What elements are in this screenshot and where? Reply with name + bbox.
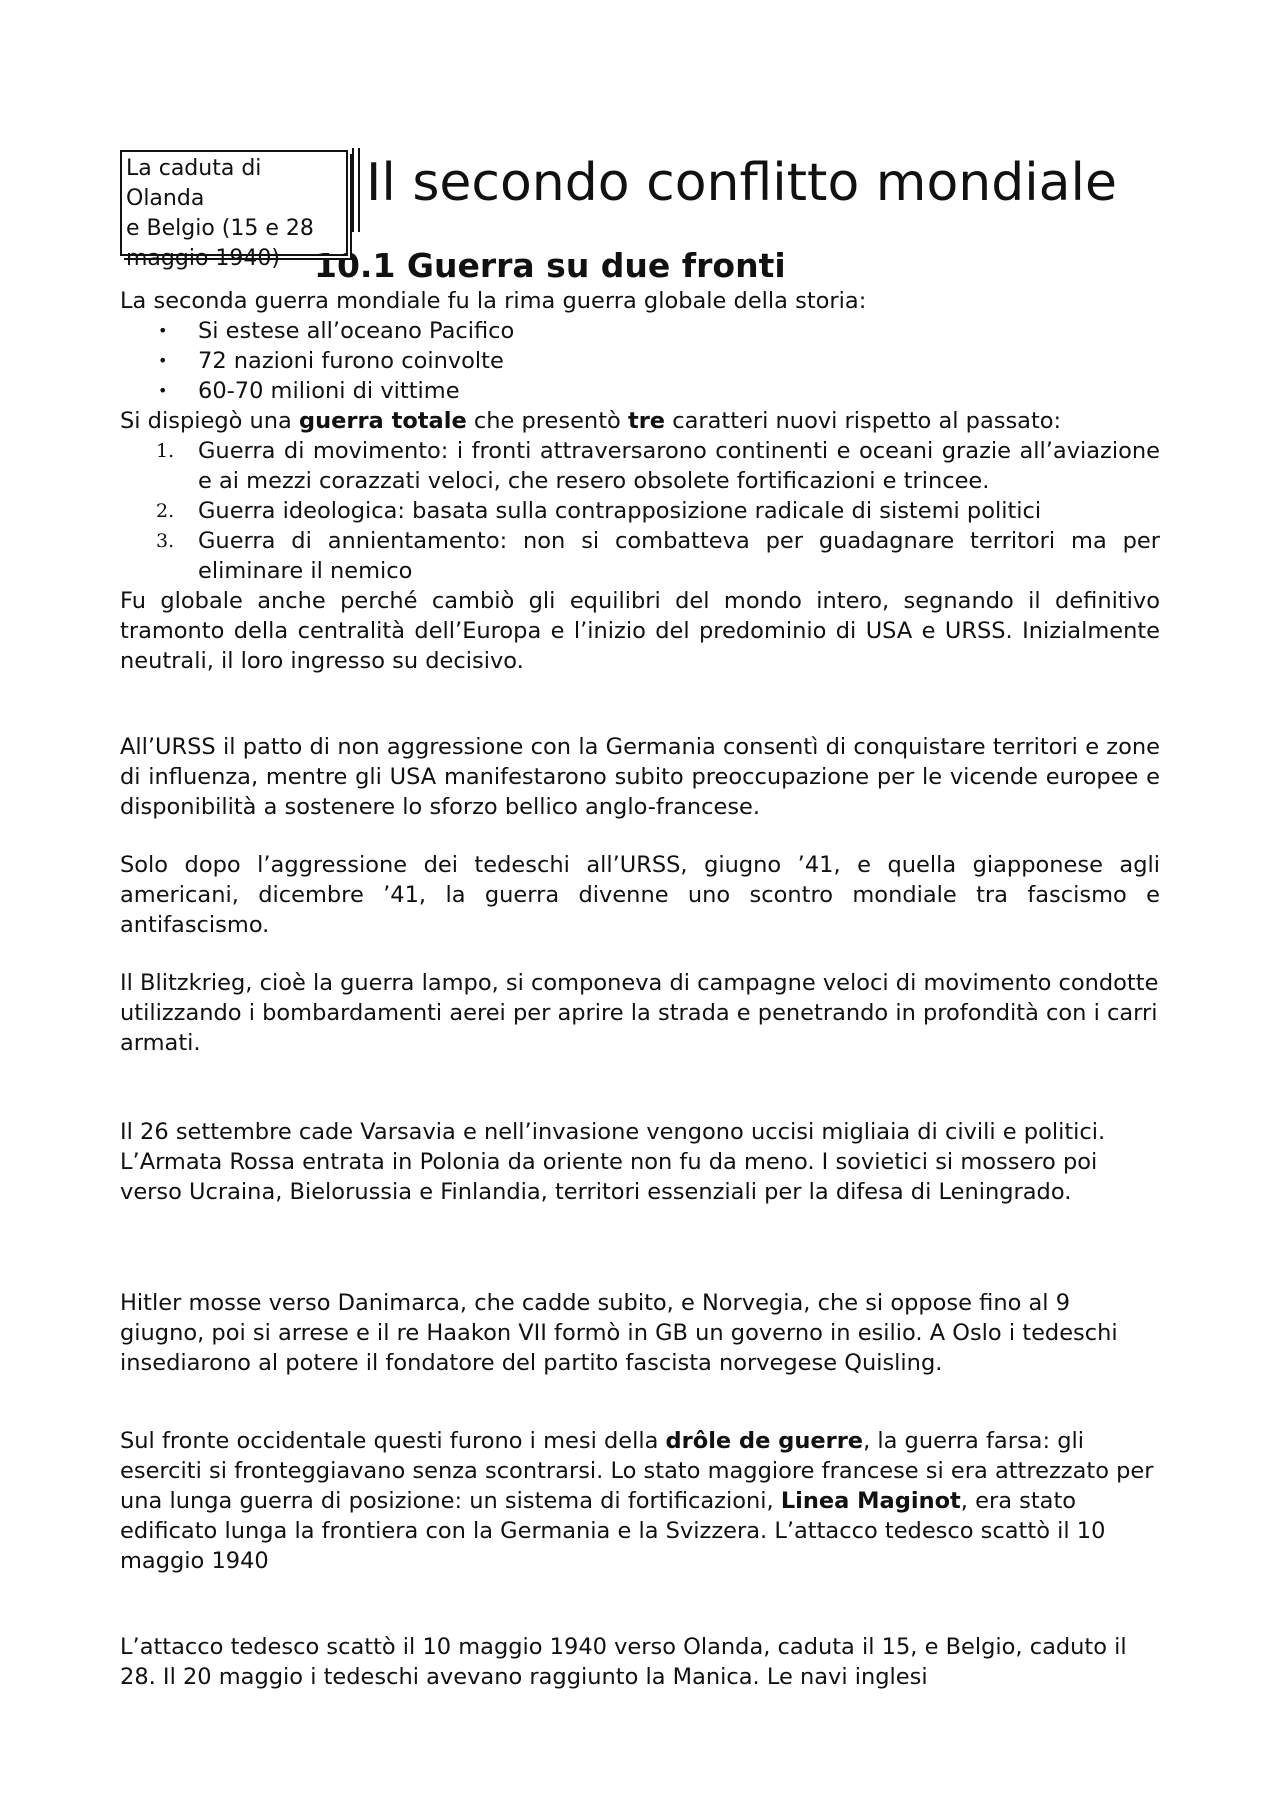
- list-item: • Si estese all’oceano Pacifico: [120, 316, 1160, 346]
- list-item: [120, 496, 1160, 526]
- list-number: 3.: [156, 530, 175, 552]
- text-run: , era stato edificato lunga la frontiera con la Germania e la Svizzera. L’attacco tedesco scattò il 10 maggio 1940: [120, 1488, 1106, 1574]
- list-item: [120, 436, 1160, 496]
- intro-paragraph: La seconda guerra mondiale fu la rima guerra globale della storia:: [120, 288, 867, 314]
- bullet-list: [120, 316, 1160, 406]
- globale-paragraph: Fu globale anche perché cambiò gli equilibri del mondo intero, segnando il definitivo tramonto della centralità dell’Europa e l’inizio del predominio di USA e URSS. Inizialmente neutrali, il loro ingresso su decisivo.: [120, 588, 1160, 674]
- text-run: Si dispiegò una: [120, 408, 299, 434]
- text-run: che presentò: [466, 408, 628, 434]
- bold-term: drôle de guerre: [665, 1428, 864, 1454]
- text-run: caratteri nuovi rispetto al passato:: [665, 408, 1062, 434]
- list-item-text: Guerra di movimento: i fronti attraversarono continenti e oceani grazie all’aviazione e ai mezzi corazzati veloci, che resero obsolete fortificazioni e trincee.: [198, 438, 1160, 494]
- bold-term: Linea Maginot: [780, 1488, 961, 1514]
- drole-paragraph: [120, 1426, 1160, 1576]
- bold-term: guerra totale: [298, 408, 467, 434]
- numbered-list: [120, 436, 1160, 586]
- page-title: Il secondo conflitto mondiale: [366, 153, 1117, 213]
- list-item: • 72 nazioni furono coinvolte: [120, 346, 1160, 376]
- text-run: , la guerra farsa: gli eserciti si fronteggiavano senza scontrarsi. Lo stato maggiore francese si era attrezzato per una lunga guerra di posizione: un sistema di fortificazioni,: [120, 1428, 1154, 1514]
- list-item: • 60-70 milioni di vittime: [120, 376, 1160, 406]
- block-intro: [120, 286, 1160, 676]
- hitler-paragraph: Hitler mosse verso Danimarca, che cadde subito, e Norvegia, che si oppose fino al 9 giugno, poi si arrese e il re Haakon VII formò in GB un governo in esilio. A Oslo i tedeschi insediarono al potere il fondatore del partito fascista norvegese Quisling.: [120, 1290, 1118, 1376]
- varsavia-paragraph: Il 26 settembre cade Varsavia e nell’invasione vengono uccisi migliaia di civili e politici. L’Armata Rossa entrata in Polonia da oriente non fu da meno. I sovietici si mossero poi verso Ucraina, Bielorussia e Finlandia, territori essenziali per la difesa di Leningrado.: [120, 1119, 1106, 1205]
- sidebar-text-box: [120, 150, 348, 271]
- section-heading: 10.1 Guerra su due fronti: [314, 246, 786, 285]
- sidebox-line: maggio 1940): [126, 246, 280, 271]
- blitzkrieg-paragraph: Il Blitzkrieg, cioè la guerra lampo, si componeva di campagne veloci di movimento condotte utilizzando i bombardamenti aerei per aprire la strada e penetrando in profondità con i carri armati.: [120, 970, 1159, 1056]
- list-number: 1.: [156, 440, 175, 462]
- title-divider: [352, 148, 360, 232]
- list-number: 2.: [156, 500, 175, 522]
- aggressione-paragraph: Solo dopo l’aggressione dei tedeschi all’URSS, giugno ’41, e quella giapponese agli americani, dicembre ’41, la guerra divenne uno scontro mondiale tra fascismo e antifascismo.: [120, 852, 1160, 938]
- totale-paragraph: [120, 406, 1160, 436]
- sidebox-line: Olanda: [126, 186, 205, 211]
- bold-term: tre: [627, 408, 666, 434]
- urss-paragraph: All’URSS il patto di non aggressione con la Germania consentì di conquistare territori e zone di influenza, mentre gli USA manifestarono subito preoccupazione per le vicende europee e disponibilità a sostenere lo sforzo bellico anglo-francese.: [120, 734, 1160, 820]
- olanda-paragraph: L’attacco tedesco scattò il 10 maggio 1940 verso Olanda, caduta il 15, e Belgio, caduto il 28. Il 20 maggio i tedeschi avevano raggiunto la Manica. Le navi inglesi: [120, 1634, 1127, 1690]
- sidebox-line: e Belgio (15 e 28: [126, 216, 314, 241]
- sidebox-line: La caduta di: [126, 156, 262, 181]
- list-item: [120, 526, 1160, 586]
- text-run: Sul fronte occidentale questi furono i mesi della: [120, 1428, 666, 1454]
- list-item-text: Guerra di annientamento: non si combatteva per guadagnare territori ma per eliminare il nemico: [198, 528, 1160, 584]
- list-item-text: Guerra ideologica: basata sulla contrapposizione radicale di sistemi politici: [198, 498, 1042, 524]
